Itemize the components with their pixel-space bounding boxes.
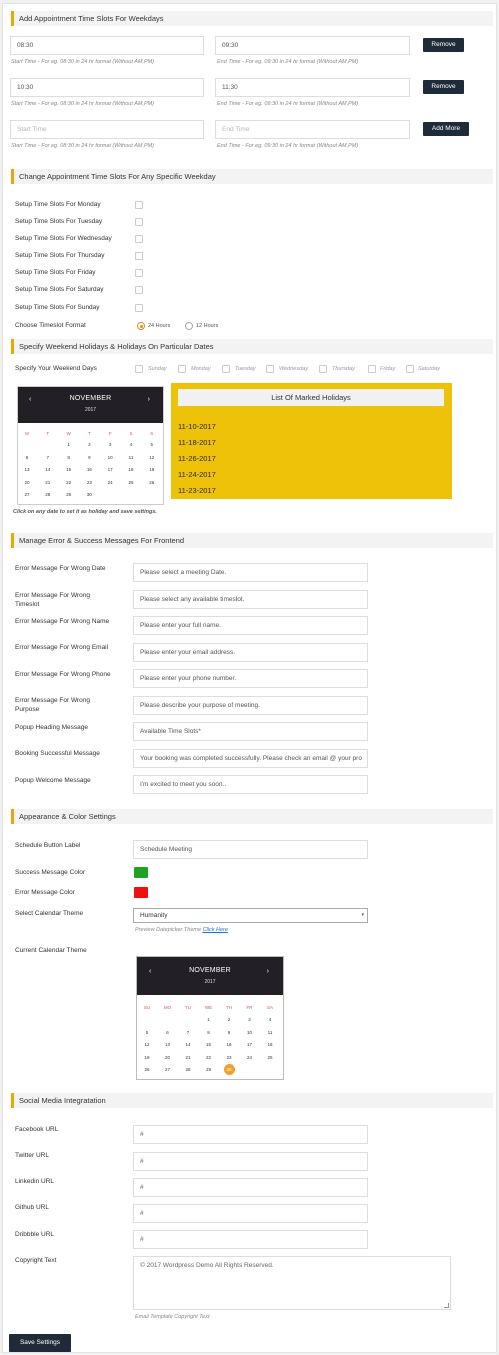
- theme-calendar-day[interactable]: 12: [144, 1042, 150, 1047]
- prev-month-icon[interactable]: ‹: [29, 396, 32, 403]
- end-time-hint: End Time - For eg. 09:30 in 24 hr format (Without AM,PM): [217, 101, 359, 107]
- linkedin-url-input[interactable]: #: [133, 1178, 368, 1197]
- theme-calendar-weekday-header: TH: [226, 1005, 232, 1010]
- calendar-day[interactable]: 4: [129, 442, 133, 447]
- section-header-weekdays: Add Appointment Time Slots For Weekdays: [11, 11, 493, 26]
- prev-month-icon[interactable]: ‹: [149, 968, 152, 975]
- theme-calendar-day[interactable]: 25: [267, 1054, 273, 1060]
- start-time-input-1[interactable]: 08:30: [10, 36, 204, 55]
- setup-monday-checkbox[interactable]: [135, 201, 143, 209]
- end-time-hint: End Time - For eg. 09:30 in 24 hr format (Without AM,PM): [217, 59, 359, 65]
- calendar-day[interactable]: 25: [128, 479, 134, 485]
- holiday-item[interactable]: 11-26-2017: [178, 454, 216, 463]
- calendar-weekday-header: T: [88, 431, 91, 436]
- calendar-day[interactable]: 30: [86, 492, 92, 497]
- linkedin-url-label: Linkedin URL: [15, 1178, 55, 1185]
- calendar-day[interactable]: 1: [67, 442, 70, 447]
- calendar-day[interactable]: 23: [86, 479, 92, 485]
- booking-success-input[interactable]: Your booking was completed successfully. Please check an email @ your pro: [133, 749, 368, 768]
- wrong-name-label: Error Message For Wrong Name: [15, 618, 110, 625]
- dribbble-url-input[interactable]: #: [133, 1230, 368, 1249]
- calendar-day[interactable]: 15: [66, 467, 72, 472]
- preview-theme-text: Preview Datepicker Theme: [135, 927, 202, 933]
- end-time-input-1[interactable]: 09:30: [215, 36, 410, 55]
- theme-calendar-day[interactable]: 11: [267, 1029, 273, 1035]
- next-month-icon[interactable]: ›: [266, 968, 269, 975]
- theme-calendar-day[interactable]: 8: [207, 1029, 210, 1035]
- theme-calendar-year: 2017: [204, 979, 216, 985]
- copyright-textarea[interactable]: [133, 1256, 451, 1310]
- section-header-appearance: Appearance & Color Settings: [11, 809, 493, 824]
- calendar-day[interactable]: 11: [128, 454, 134, 460]
- theme-calendar-day[interactable]: 15: [205, 1042, 211, 1047]
- remove-slot-button-1[interactable]: Remove: [423, 38, 464, 52]
- calendar-theme-select[interactable]: [133, 908, 368, 923]
- end-time-hint: End Time - For eg. 09:30 in 24 hr format (Without AM,PM): [217, 143, 359, 149]
- format-12h-radio[interactable]: [185, 322, 193, 330]
- setup-sunday-checkbox[interactable]: [135, 304, 143, 312]
- weekend-days-label: Specify Your Weekend Days: [15, 365, 97, 372]
- calendar-day[interactable]: 24: [107, 479, 113, 485]
- calendar-day[interactable]: 21: [45, 479, 51, 485]
- weekend-wednesday-label: Wednesday: [279, 366, 308, 372]
- weekend-friday-label: Friday: [380, 366, 396, 372]
- success-color-swatch[interactable]: [134, 867, 148, 878]
- calendar-day[interactable]: 2: [88, 442, 91, 447]
- popup-heading-label: Popup Heading Message: [15, 724, 88, 731]
- weekend-thursday-checkbox[interactable]: [319, 365, 327, 373]
- twitter-url-label: Twitter URL: [15, 1152, 49, 1159]
- weekend-monday-checkbox[interactable]: [178, 365, 186, 373]
- calendar-weekday-header: S: [129, 431, 133, 436]
- wrong-date-label: Error Message For Wrong Date: [15, 565, 106, 572]
- theme-calendar-day[interactable]: 20: [164, 1054, 170, 1060]
- end-time-input-2[interactable]: 11:30: [215, 78, 410, 97]
- wrong-name-input[interactable]: Please enter your full name.: [133, 616, 368, 635]
- theme-calendar-header: [137, 957, 283, 995]
- weekend-thursday-label: Thursday: [332, 366, 355, 372]
- weekend-wednesday-checkbox[interactable]: [266, 365, 274, 373]
- theme-calendar-day[interactable]: 6: [166, 1029, 169, 1035]
- calendar-theme-value: Humanity: [140, 912, 168, 919]
- theme-calendar-day[interactable]: 14: [185, 1042, 191, 1047]
- facebook-url-input[interactable]: #: [133, 1125, 368, 1144]
- copyright-label: Copyright Text: [15, 1257, 57, 1264]
- success-color-label: Success Message Color: [15, 869, 86, 876]
- theme-preview-calendar[interactable]: [136, 956, 284, 1080]
- setup-tuesday-checkbox[interactable]: [135, 218, 143, 226]
- chevron-down-icon: ▾: [361, 912, 364, 918]
- start-time-input-2[interactable]: 10:30: [10, 78, 204, 97]
- setup-friday-checkbox[interactable]: [135, 269, 143, 277]
- calendar-day[interactable]: 14: [45, 467, 51, 472]
- wrong-email-label: Error Message For Wrong Email: [15, 644, 109, 651]
- theme-calendar-weekday-header: WE: [204, 1005, 213, 1010]
- holiday-item[interactable]: 11-18-2017: [178, 438, 216, 447]
- theme-calendar-day[interactable]: 26: [144, 1067, 150, 1072]
- popup-heading-input[interactable]: Available Time Slots*: [133, 722, 368, 741]
- add-more-button[interactable]: Add More: [423, 122, 469, 136]
- copyright-value: © 2017 Wordpress Demo All Rights Reserved.: [140, 1262, 274, 1269]
- calendar-day[interactable]: 3: [108, 442, 112, 447]
- error-color-swatch[interactable]: [134, 887, 148, 898]
- theme-calendar-day[interactable]: 19: [144, 1054, 150, 1060]
- section-header-specific-weekday: Change Appointment Time Slots For Any Specific Weekday: [11, 169, 493, 184]
- marked-holidays-title: List Of Marked Holidays: [178, 389, 444, 406]
- copyright-hint: Email Template Copyright Text: [135, 1314, 210, 1320]
- calendar-day[interactable]: 12: [149, 454, 155, 460]
- calendar-note: Click on any date to set it as holiday and save settings.: [13, 509, 157, 515]
- facebook-url-label: Facebook URL: [15, 1126, 59, 1133]
- wrong-email-input[interactable]: Please enter your email address.: [133, 643, 368, 662]
- weekend-friday-checkbox[interactable]: [368, 365, 376, 373]
- calendar-day[interactable]: 18: [128, 467, 134, 472]
- preview-theme-hint: [135, 927, 228, 933]
- theme-calendar-day[interactable]: 13: [164, 1042, 170, 1047]
- theme-calendar-day[interactable]: 9: [227, 1029, 231, 1035]
- start-time-hint: Start Time - For eg. 08:30 in 24 hr format (Without AM,PM): [11, 59, 155, 65]
- calendar-day[interactable]: 9: [88, 454, 91, 460]
- theme-calendar-weekday-header: TU: [185, 1005, 191, 1010]
- theme-calendar-day[interactable]: 16: [226, 1042, 232, 1047]
- settings-page: [2, 3, 497, 1353]
- start-time-input-3[interactable]: Start Time: [10, 120, 204, 139]
- wrong-phone-input[interactable]: Please enter your phone number.: [133, 669, 368, 688]
- setup-thursday-checkbox[interactable]: [135, 252, 143, 260]
- calendar-day[interactable]: 17: [107, 467, 113, 472]
- calendar-header: [18, 387, 163, 423]
- save-settings-button[interactable]: Save Settings: [9, 1334, 71, 1352]
- calendar-year: 2017: [84, 407, 97, 413]
- theme-calendar-day[interactable]: 28: [185, 1067, 191, 1072]
- setup-thursday-label: Setup Time Slots For Thursday: [15, 252, 105, 259]
- marked-holidays-panel: [171, 383, 452, 499]
- timeslot-format-label: Choose Timeslot Format: [15, 322, 86, 329]
- theme-calendar-day[interactable]: 29: [205, 1067, 211, 1072]
- twitter-url-input[interactable]: #: [133, 1152, 368, 1171]
- theme-calendar-day[interactable]: 5: [145, 1029, 149, 1035]
- holiday-item[interactable]: 11-10-2017: [178, 422, 216, 431]
- section-header-messages: Manage Error & Success Messages For Frontend: [11, 533, 493, 548]
- calendar-weekday-header: W: [66, 431, 71, 436]
- theme-calendar-day[interactable]: 27: [164, 1067, 170, 1072]
- weekend-sunday-label: Sunday: [148, 366, 167, 372]
- github-url-label: Github URL: [15, 1204, 49, 1211]
- next-month-icon[interactable]: ›: [147, 396, 150, 403]
- theme-calendar-day[interactable]: 7: [186, 1029, 190, 1035]
- format-12h-label: 12 Hours: [196, 323, 219, 329]
- setup-sunday-label: Setup Time Slots For Sunday: [15, 304, 100, 311]
- holiday-item[interactable]: 11-23-2017: [178, 486, 216, 495]
- calendar-day[interactable]: 5: [150, 442, 154, 447]
- calendar-day[interactable]: 10: [107, 454, 113, 460]
- booking-success-label: Booking Successful Message: [15, 750, 100, 757]
- calendar-theme-label: Select Calendar Theme: [15, 910, 84, 917]
- section-header-holidays: Specify Weekend Holidays & Holidays On Particular Dates: [11, 339, 493, 354]
- calendar-day[interactable]: 26: [149, 479, 155, 485]
- setup-saturday-checkbox[interactable]: [135, 286, 143, 294]
- theme-calendar-day[interactable]: 22: [205, 1054, 211, 1060]
- setup-saturday-label: Setup Time Slots For Saturday: [15, 286, 104, 293]
- weekend-monday-label: Monday: [191, 366, 211, 372]
- section-header-social: Social Media Integratation: [11, 1093, 493, 1108]
- setup-friday-label: Setup Time Slots For Friday: [15, 269, 96, 276]
- theme-calendar-weekday-header: SU: [143, 1005, 151, 1010]
- schedule-button-label: Schedule Button Label: [15, 842, 81, 849]
- schedule-button-input[interactable]: Schedule Meeting: [133, 840, 368, 859]
- calendar-day[interactable]: 29: [66, 492, 72, 497]
- end-time-input-3[interactable]: End Time: [215, 120, 410, 139]
- theme-calendar-day[interactable]: 24: [246, 1054, 252, 1060]
- calendar-day[interactable]: 6: [25, 454, 29, 460]
- setup-monday-label: Setup Time Slots For Monday: [15, 201, 101, 208]
- popup-welcome-label: Popup Welcome Message: [15, 777, 91, 784]
- calendar-day[interactable]: 8: [67, 454, 70, 460]
- dribbble-url-label: Dribbble URL: [15, 1231, 55, 1238]
- current-theme-label: Current Calendar Theme: [15, 947, 87, 954]
- calendar-weekday-header: T: [46, 431, 50, 436]
- wrong-date-input[interactable]: Please select a meeting Date.: [133, 563, 368, 582]
- weekend-saturday-checkbox[interactable]: [406, 365, 414, 373]
- start-time-hint: Start Time - For eg. 08:30 in 24 hr format (Without AM,PM): [11, 143, 155, 149]
- resize-handle-icon[interactable]: [444, 1303, 449, 1308]
- remove-slot-button-2[interactable]: Remove: [423, 80, 464, 94]
- weekend-sunday-checkbox[interactable]: [135, 365, 143, 373]
- theme-calendar-weekday-header: MO: [163, 1005, 172, 1010]
- holiday-calendar[interactable]: [17, 386, 164, 505]
- theme-calendar-day[interactable]: 21: [185, 1054, 191, 1060]
- wrong-purpose-input[interactable]: Please describe your purpose of meeting.: [133, 696, 368, 715]
- weekend-tuesday-label: Tuesday: [235, 366, 256, 372]
- format-24h-radio[interactable]: [137, 322, 145, 330]
- theme-calendar-month: NOVEMBER: [189, 967, 231, 974]
- calendar-day[interactable]: 16: [86, 467, 92, 472]
- wrong-timeslot-input[interactable]: Please select any available timeslot.: [133, 590, 368, 609]
- format-24h-label: 24 Hours: [148, 323, 171, 329]
- wrong-phone-label: Error Message For Wrong Phone: [15, 671, 111, 678]
- calendar-weekday-header: F: [108, 431, 112, 436]
- theme-calendar-day[interactable]: 3: [248, 1017, 251, 1022]
- theme-calendar-weekday-header: SA: [266, 1005, 273, 1010]
- calendar-day[interactable]: 28: [45, 492, 51, 497]
- holiday-item[interactable]: 11-24-2017: [178, 470, 216, 479]
- start-time-hint: Start Time - For eg. 08:30 in 24 hr format (Without AM,PM): [11, 101, 155, 107]
- weekend-tuesday-checkbox[interactable]: [222, 365, 230, 373]
- calendar-weekday-header: M: [25, 431, 29, 436]
- calendar-day[interactable]: 20: [24, 479, 30, 485]
- setup-tuesday-label: Setup Time Slots For Tuesday: [15, 218, 103, 225]
- wrong-purpose-label: Error Message For Wrong Purpose: [15, 697, 91, 713]
- calendar-day[interactable]: 27: [24, 492, 30, 497]
- setup-wednesday-label: Setup Time Slots For Wednesday: [15, 235, 112, 242]
- error-color-label: Error Message Color: [15, 889, 75, 896]
- theme-calendar-day[interactable]: 1: [207, 1017, 210, 1022]
- theme-calendar-day[interactable]: 23: [226, 1054, 232, 1060]
- theme-calendar-day[interactable]: 30: [224, 1064, 235, 1075]
- calendar-day[interactable]: 7: [46, 454, 50, 460]
- weekend-saturday-label: Saturday: [418, 366, 441, 372]
- calendar-day[interactable]: 22: [66, 479, 72, 485]
- wrong-timeslot-label: Error Message For Wrong Timeslot: [15, 592, 91, 608]
- github-url-input[interactable]: #: [133, 1204, 368, 1223]
- theme-calendar-day[interactable]: 4: [268, 1017, 272, 1022]
- calendar-weekday-header: S: [150, 431, 154, 436]
- calendar-month: NOVEMBER: [69, 395, 112, 402]
- theme-calendar-weekday-header: FR: [246, 1005, 253, 1010]
- theme-calendar-day[interactable]: 2: [227, 1017, 231, 1022]
- calendar-day[interactable]: 19: [149, 467, 155, 472]
- theme-calendar-day[interactable]: 17: [246, 1042, 252, 1047]
- theme-calendar-day[interactable]: 10: [246, 1029, 252, 1035]
- calendar-day[interactable]: 13: [24, 467, 30, 472]
- setup-wednesday-checkbox[interactable]: [135, 235, 143, 243]
- theme-calendar-day[interactable]: 18: [267, 1042, 273, 1047]
- preview-theme-link[interactable]: Click Here: [202, 927, 228, 933]
- popup-welcome-input[interactable]: I'm excited to meet you soon..: [133, 775, 368, 794]
